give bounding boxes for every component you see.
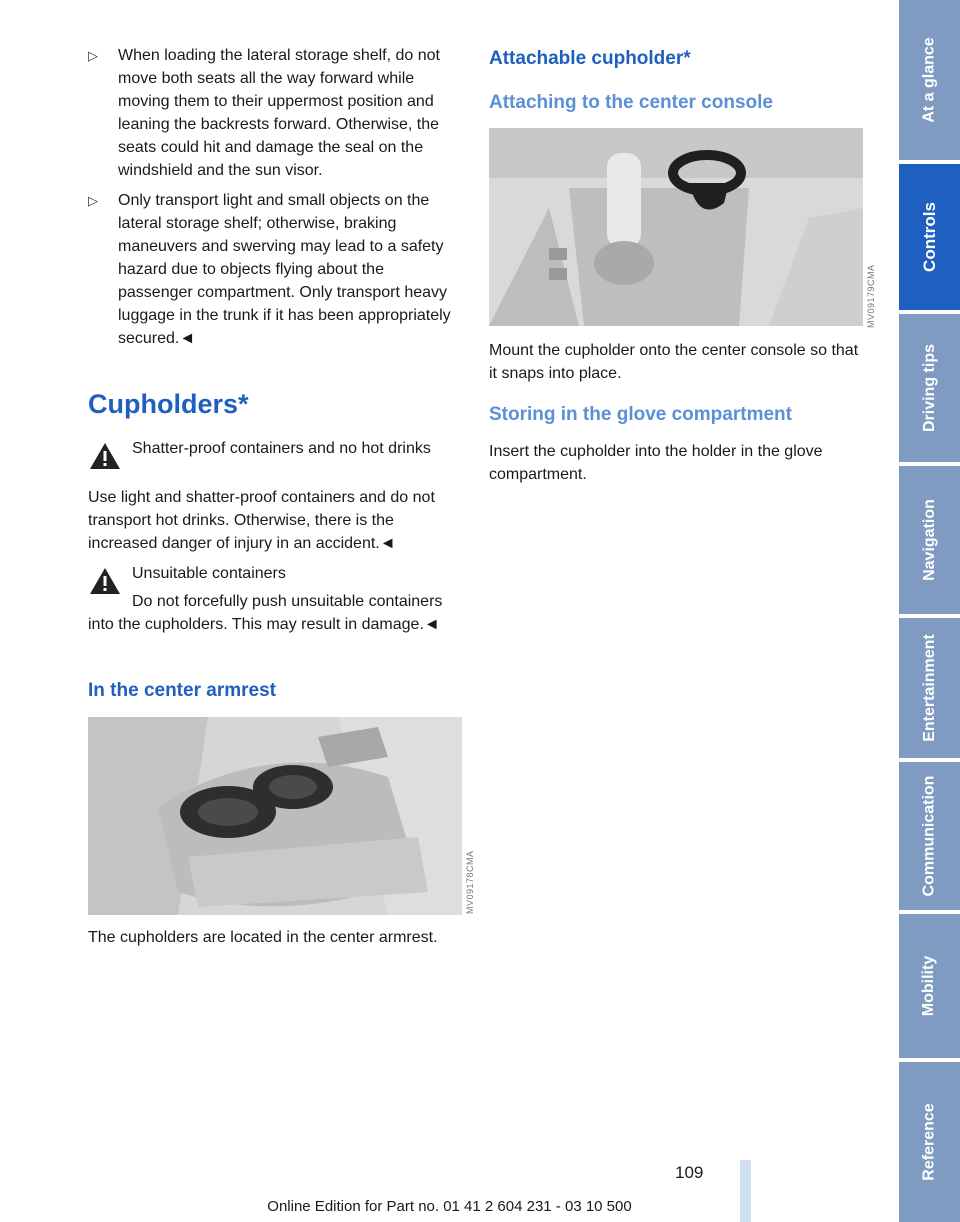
tab-controls[interactable]: Controls xyxy=(899,164,960,310)
bullet-text: When loading the lateral storage shelf, do not move both seats all the way forward while moving them to their uppermost position and leaning the backrests forward. Otherwise, the seats could hit and damage the seal on the windshield and the sun visor. xyxy=(118,47,440,179)
attachable-heading: Attachable cupholder* xyxy=(489,48,691,69)
console-photo xyxy=(489,128,863,326)
bullet-marker: ▷ xyxy=(88,48,98,63)
bullet-marker: ▷ xyxy=(88,193,98,208)
bullet-text: Only transport light and small objects on the lateral storage shelf; otherwise, braking maneuvers and swerving may lead to a safety hazard due to objects flying about the passenger compartment. Only transport heavy luggage in the trunk if it has been appropriately secured.◄ xyxy=(118,192,451,347)
glove-heading: Storing in the glove compartment xyxy=(489,404,792,425)
tab-reference[interactable]: Reference xyxy=(899,1062,960,1222)
warning-icon xyxy=(88,440,122,472)
tab-communication[interactable]: Communication xyxy=(899,762,960,910)
list-item xyxy=(88,44,462,182)
warning-body: Do not forcefully push unsuitable containers into the cupholders. This may result in damage.◄ xyxy=(88,593,443,633)
footer-text: Online Edition for Part no. 01 41 2 604 231 - 03 10 500 xyxy=(267,1198,632,1215)
armrest-heading: In the center armrest xyxy=(88,680,276,701)
image-code: MV09179CMA xyxy=(866,264,876,328)
tab-driving-tips[interactable]: Driving tips xyxy=(899,314,960,462)
warning-title: Shatter-proof containers and no hot drinks xyxy=(132,440,431,457)
warning-title: Unsuitable containers xyxy=(132,565,286,582)
page-number: 109 xyxy=(675,1163,704,1182)
list-item xyxy=(88,189,462,350)
tab-at-a-glance[interactable]: At a glance xyxy=(899,0,960,160)
armrest-photo xyxy=(88,717,462,915)
warning-body: Use light and shatter-proof containers and do not transport hot drinks. Otherwise, there is the increased danger of injury in an accident.◄ xyxy=(88,489,435,552)
image-code: MV09178CMA xyxy=(465,850,475,914)
cupholders-heading: Cupholders* xyxy=(88,389,249,419)
tab-navigation[interactable]: Navigation xyxy=(899,466,960,614)
glove-body: Insert the cupholder into the holder in the glove compartment. xyxy=(489,443,823,483)
tab-mobility[interactable]: Mobility xyxy=(899,914,960,1058)
armrest-caption: The cupholders are located in the center armrest. xyxy=(88,929,438,946)
chapter-tab-bar xyxy=(899,0,960,1222)
console-body: Mount the cupholder onto the center console so that it snaps into place. xyxy=(489,342,859,382)
tab-entertainment[interactable]: Entertainment xyxy=(899,618,960,758)
console-heading: Attaching to the center console xyxy=(489,92,773,113)
